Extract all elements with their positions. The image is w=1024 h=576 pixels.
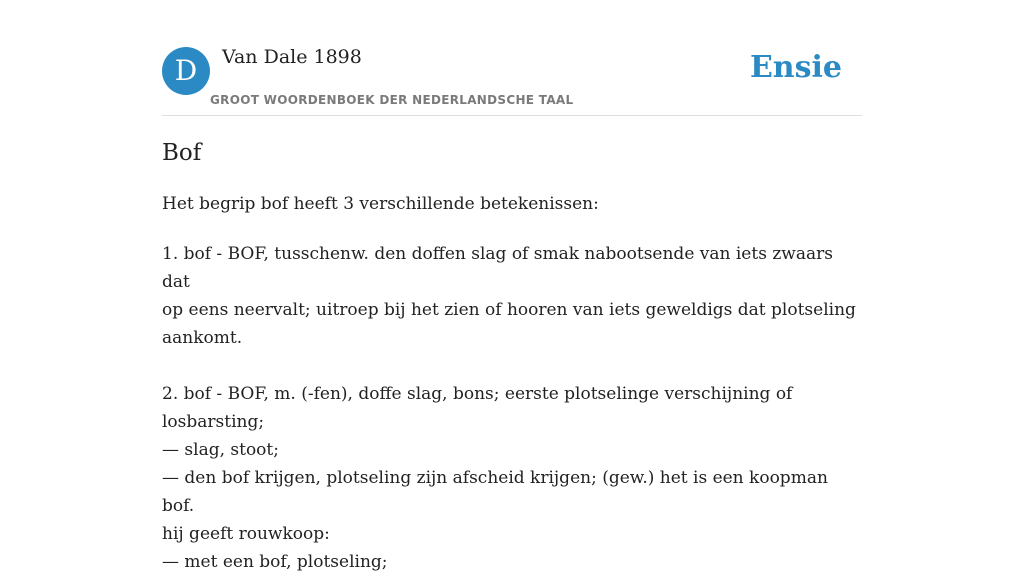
page-title: Bof [162, 140, 202, 166]
definition-line: — slag, stoot; [162, 440, 279, 460]
dictionary-logo[interactable]: D [162, 47, 210, 95]
dictionary-subtitle: GROOT WOORDENBOEK DER NEDERLANDSCHE TAAL [210, 93, 574, 107]
definitions-list [162, 240, 862, 576]
definition-line: aankomt. [162, 328, 243, 348]
dictionary-title[interactable]: Van Dale 1898 [222, 46, 362, 68]
dictionary-header [162, 0, 862, 116]
definition-line: — den bof krijgen, plotseling zijn afscheid krijgen; (gew.) het is een koopman bof. [162, 468, 828, 516]
definition-spacer [162, 352, 862, 380]
definition-line: losbarsting; [162, 412, 265, 432]
definition-line: op eens neervalt; uitroep bij het zien of hooren van iets geweldigs dat plotseling [162, 300, 856, 320]
definition-line: 1. bof - BOF, tusschenw. den doffen slag of smak nabootsende van iets zwaars dat [162, 244, 833, 292]
definition-line: hij geeft rouwkoop: [162, 524, 330, 544]
definition-line: — met een bof, plotseling; [162, 552, 388, 572]
definition-line: 2. bof - BOF, m. (-fen), doffe slag, bons; eerste plotselinge verschijning of [162, 384, 793, 404]
entry-intro: Het begrip bof heeft 3 verschillende betekenissen: [162, 194, 599, 214]
page-content [162, 0, 862, 572]
ensie-logo-link[interactable]: Ensie [749, 50, 842, 85]
